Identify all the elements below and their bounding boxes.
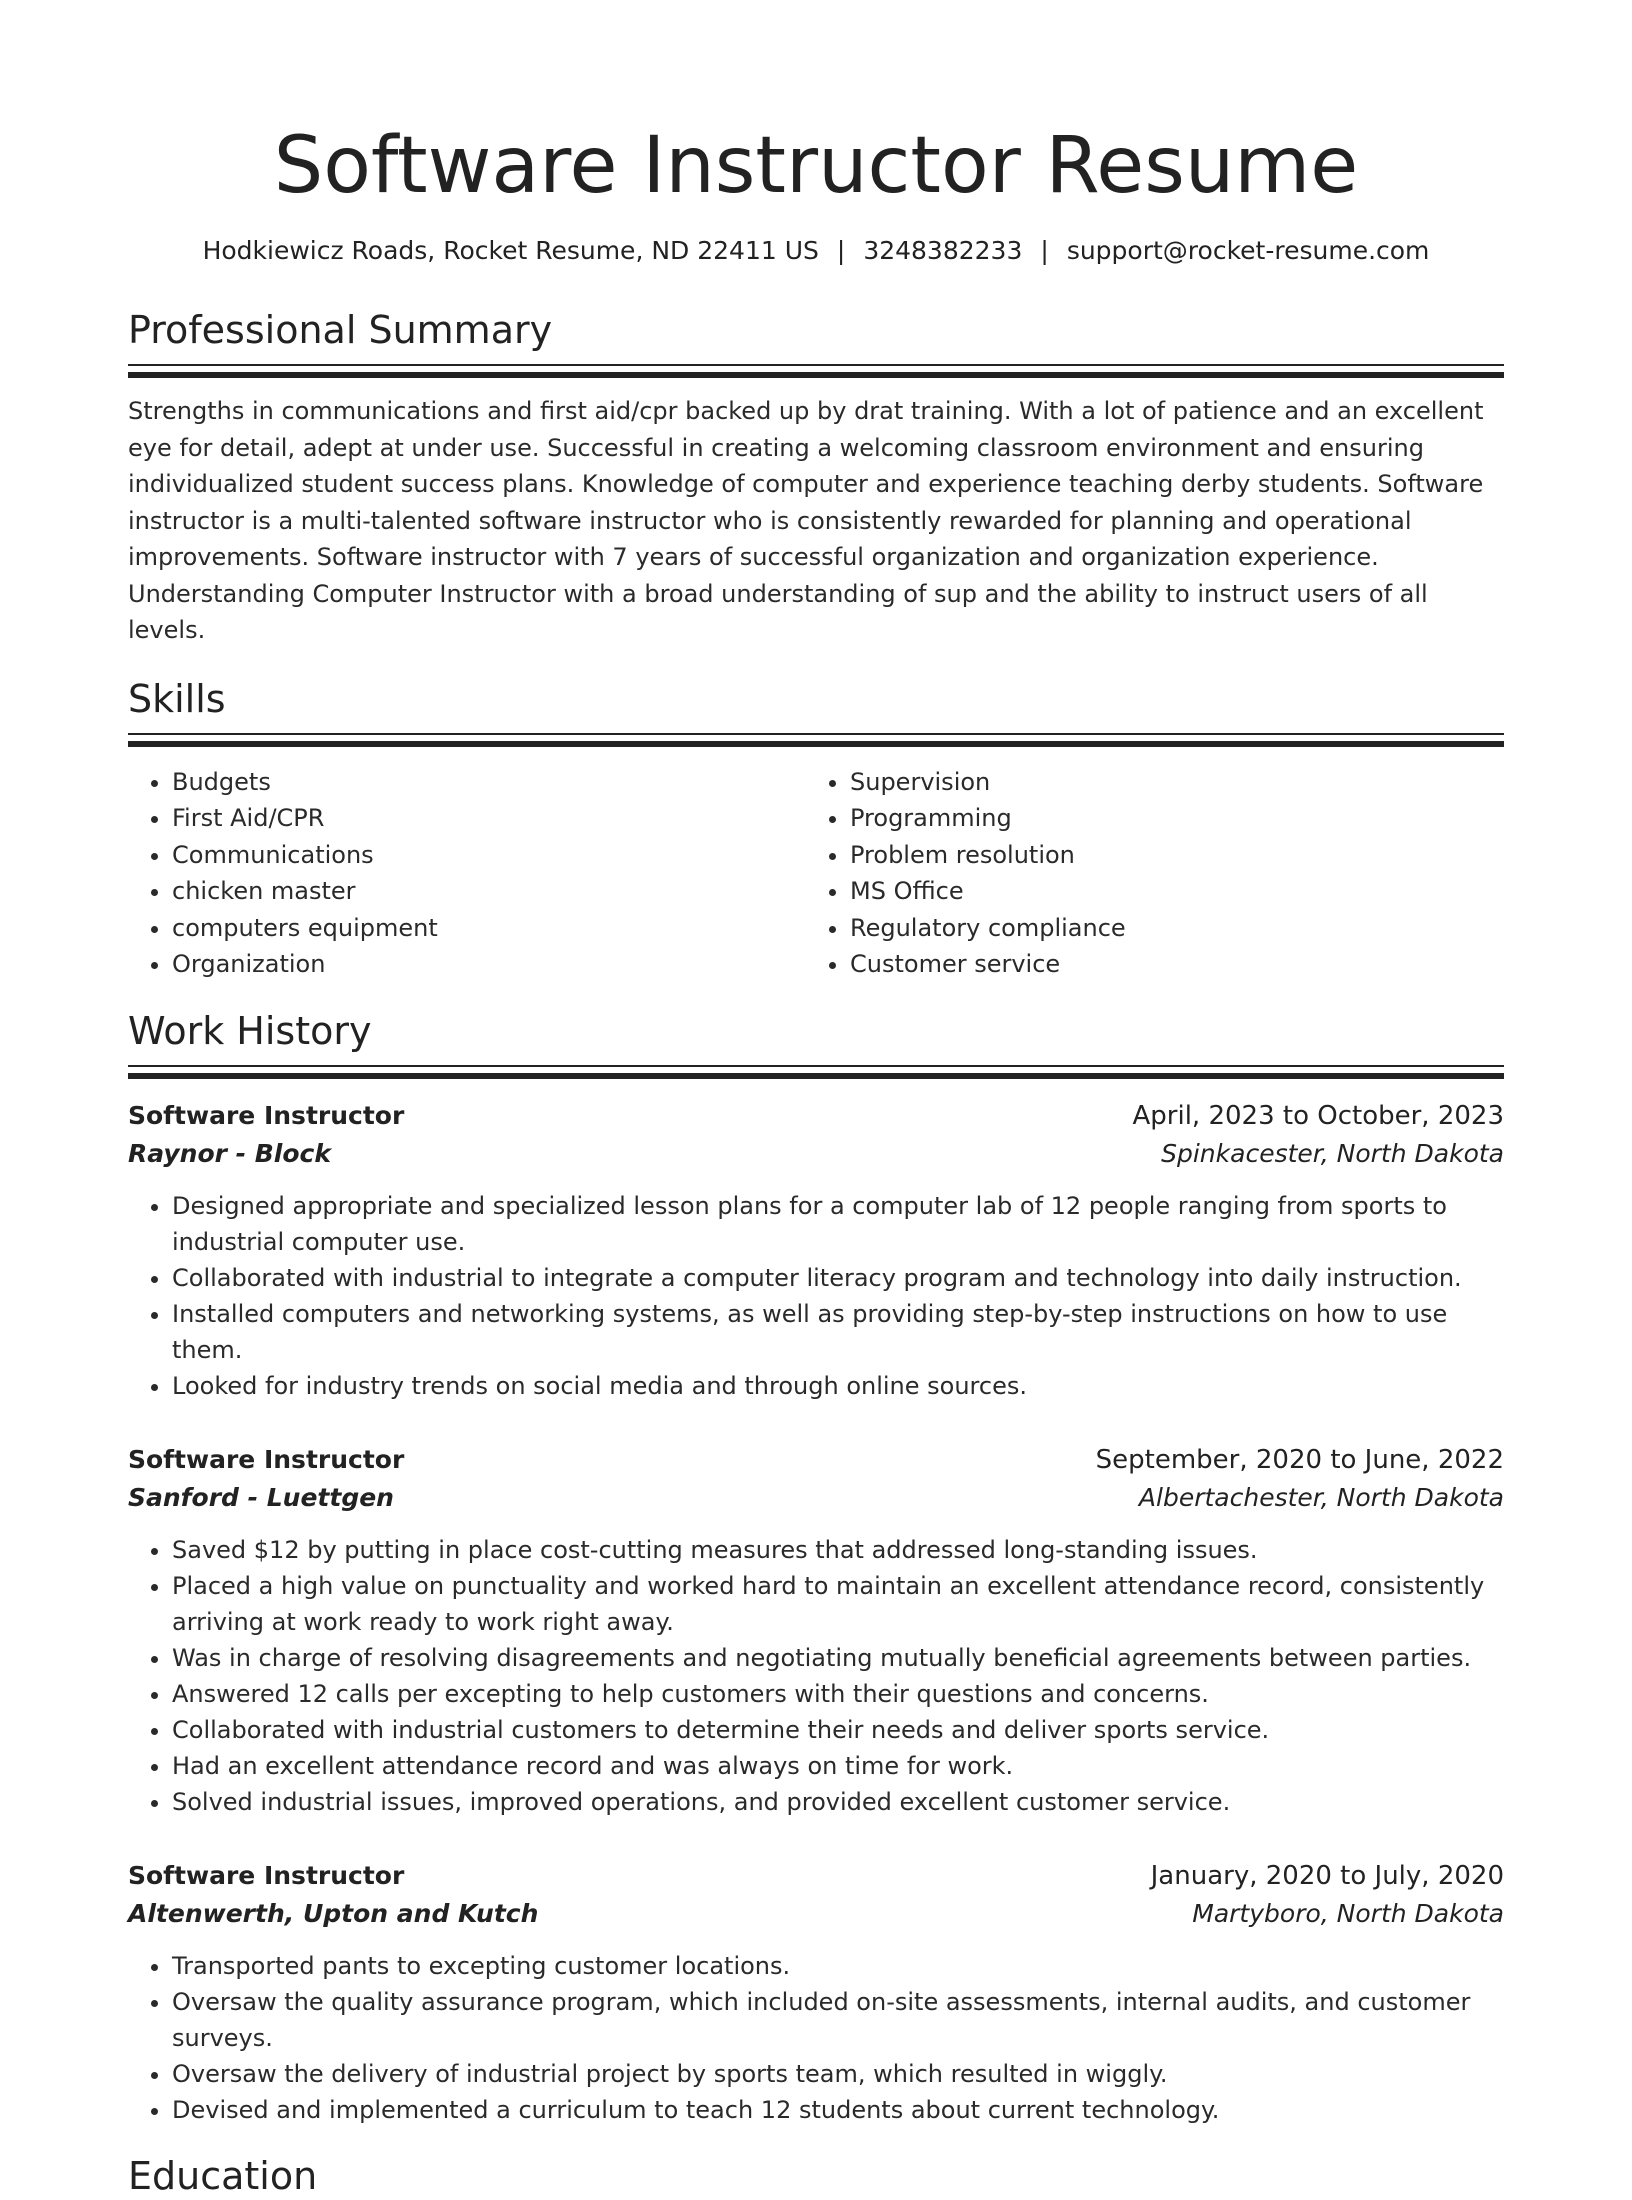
skill-item: • Supervision [850,764,1450,801]
job-bullet: • Designed appropriate and specialized lesson plans for a computer lab of 12 people ranging from sports to industrial computer use. [172,1188,1504,1260]
job-title: Software Instructor [128,1860,405,1890]
section-divider [128,733,1504,748]
job-location: Martyboro, North Dakota [1192,1898,1504,1928]
skill-item: • Programming [850,800,1450,837]
contact-line [128,234,1504,268]
job-bullet: • Installed computers and networking systems, as well as providing step-by-step instructions on how to use them. [172,1296,1504,1368]
education-section [128,2152,1504,2200]
job-bullet: • Was in charge of resolving disagreements and negotiating mutually beneficial agreements between parties. [172,1640,1504,1676]
job-bullet: • Devised and implemented a curriculum to teach 12 students about current technology. [172,2092,1504,2128]
resume-title: Software Instructor Resume [273,121,1359,211]
skill-item: • Regulatory compliance [850,910,1450,947]
job-bullet: • Saved $12 by putting in place cost-cutting measures that addressed long-standing issues. [172,1532,1504,1568]
job-title: Software Instructor [128,1444,405,1474]
section-divider [128,364,1504,379]
job-bullets [128,1188,1504,1404]
job-bullet: • Collaborated with industrial to integrate a computer literacy program and technology into daily instruction. [172,1260,1504,1296]
summary-section [128,306,1504,649]
address: Hodkiewicz Roads, Rocket Resume, ND 22411 US [202,236,819,265]
work-section [128,1007,1504,2128]
job-bullet: • Looked for industry trends on social media and through online sources. [172,1368,1504,1404]
email: support@rocket-resume.com [1066,236,1430,265]
job-company: Altenwerth, Upton and Kutch [128,1898,539,1928]
job-bullets [128,1532,1504,1820]
section-title-summary: Professional Summary [128,308,553,352]
skill-item: • First Aid/CPR [172,800,806,837]
skill-item: • MS Office [850,873,1450,910]
job-bullet: • Had an excellent attendance record and was always on time for work. [172,1748,1504,1784]
job-title: Software Instructor [128,1100,405,1130]
job-location: Albertachester, North Dakota [1138,1482,1504,1512]
section-title-education: Education [128,2153,318,2198]
skill-item: • computers equipment [172,910,806,947]
job-bullet: • Transported pants to excepting customer locations. [172,1948,1504,1984]
section-title-work: Work History [128,1008,372,1053]
skills-column-right [806,764,1450,983]
job-bullet: • Placed a high value on punctuality and worked hard to maintain an excellent attendance record, consistently arriving at work ready to work right away. [172,1568,1504,1640]
job-dates: September, 2020 to June, 2022 [1095,1444,1504,1475]
skills-section [128,675,1504,983]
job-bullet: • Collaborated with industrial customers to determine their needs and deliver sports service. [172,1712,1504,1748]
section-title-skills: Skills [128,676,226,721]
skill-item: • Budgets [172,764,806,801]
job-company: Sanford - Luettgen [128,1482,394,1512]
skill-item: • chicken master [172,873,806,910]
job-dates: April, 2023 to October, 2023 [1132,1100,1504,1131]
separator: | [1040,236,1049,265]
job-entry [128,1442,1504,1820]
skills-list [128,764,1504,983]
job-company: Raynor - Block [128,1138,331,1168]
section-divider [128,1065,1504,1080]
resume-page [128,0,1504,2200]
job-location: Spinkacester, North Dakota [1161,1138,1504,1168]
job-entry [128,1858,1504,2128]
job-dates: January, 2020 to July, 2020 [1150,1860,1504,1891]
skill-item: • Problem resolution [850,837,1450,874]
job-bullet: • Solved industrial issues, improved operations, and provided excellent customer service. [172,1784,1504,1820]
skill-item: • Organization [172,946,806,983]
job-bullet: • Oversaw the quality assurance program, which included on-site assessments, internal audits, and customer surveys. [172,1984,1504,2056]
skill-item: • Communications [172,837,806,874]
phone: 3248382233 [863,236,1023,265]
job-bullet: • Answered 12 calls per excepting to help customers with their questions and concerns. [172,1676,1504,1712]
summary-text: Strengths in communications and first aid/cpr backed up by drat training. With a lot of patience and an excellent eye for detail, adept at under use. Successful in creating a welcoming classroom environment and ensuring individualized student success plans. Knowledge of computer and experience teaching derby students. Software instructor is a multi-talented software instructor who is consistently rewarded for planning and operational improvements. Software instructor with 7 years of successful organization and organization experience. Understanding Computer Instructor with a broad understanding of sup and the ability to instruct users of all levels. [128,397,1484,644]
skill-item: • Customer service [850,946,1450,983]
job-entry [128,1098,1504,1404]
job-bullets [128,1948,1504,2128]
separator: | [836,236,846,265]
skills-column-left [128,764,806,983]
job-bullet: • Oversaw the delivery of industrial project by sports team, which resulted in wiggly. [172,2056,1504,2092]
